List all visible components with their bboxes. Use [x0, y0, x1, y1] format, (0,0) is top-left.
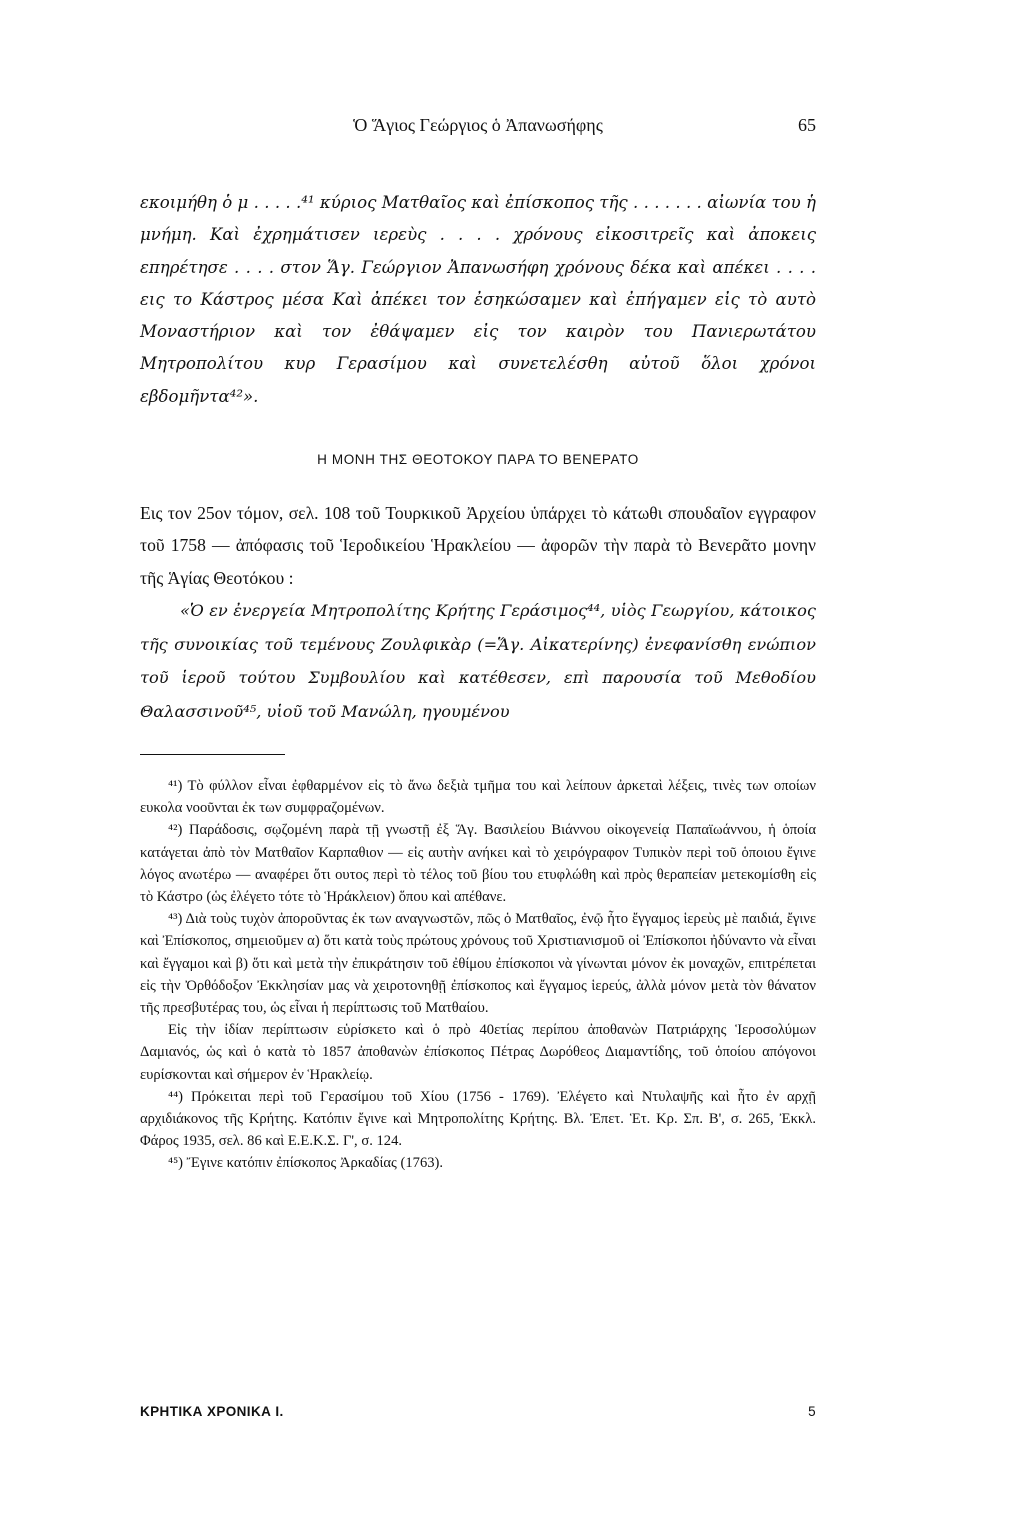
- footnote-rule: [140, 754, 285, 755]
- body-quote: [140, 594, 816, 728]
- running-header: [140, 115, 816, 149]
- footnote-44: ⁴⁴) Πρόκειται περὶ τοῦ Γερασίμου τοῦ Χίου (1756 - 1769). Ἐλέγετο καὶ Ντυλαψῆς καὶ ἦτο ἐν αρχῇ αρχιδιάκονος τῆς Κρήτης. Κατόπιν ἔγινε καὶ Μητροπολίτης Κρήτης. Βλ. Ἐπετ. Ἑτ. Κρ. Σπ. Β', σ. 265, Ἐκκλ. Φάρος 1935, σελ. 86 καὶ Ε.Ε.Κ.Σ. Γ', σ. 124.: [140, 1088, 816, 1150]
- page-footer: [140, 1404, 816, 1426]
- footnote-45: ⁴⁵) Ἔγινε κατόπιν ἐπίσκοπος Ἀρκαδίας (1763).: [168, 1155, 444, 1172]
- signature-number: 5: [808, 1404, 816, 1419]
- body-quote-text: «Ὁ εν ἐνεργεία Μητροπολίτης Κρήτης Γεράσιμος⁴⁴, υἱὸς Γεωργίου, κάτοικος τῆς συνοικίας τοῦ τεμένους Ζουλφικὰρ (=Ἅγ. Αἰκατερίνης) ἐνεφανίσθη ενώπιον τοῦ ἱεροῦ τούτου Συμβουλίου καὶ κατέθεσεν, επὶ παρουσία τοῦ Μεθοδίου Θαλασσινοῦ⁴⁵, υἱοῦ τοῦ Μανώλη, ηγουμένου: [140, 601, 816, 721]
- running-title: Ὁ Ἅγιος Γεώργιος ὁ Ἀπανωσήφης: [353, 115, 603, 135]
- journal-signature: ΚΡΗΤΙΚΑ ΧΡΟΝΙΚΑ Ι.: [140, 1404, 284, 1419]
- footnotes: [140, 775, 816, 1175]
- footnote-41: ⁴¹) Τὸ φύλλον εἶναι ἐφθαρμένον εἰς τὸ ἄνω δεξιὰ τμῆμα του καὶ λείπουν ἀρκεταὶ λέξεις, τινὲς των οποίων ευκολα νοοῦνται ἐκ των συμφραζομένων.: [140, 777, 816, 817]
- body-paragraph: Εις τον 25ον τόμον, σελ. 108 τοῦ Τουρκικοῦ Ἀρχείου ὑπάρχει τὸ κάτωθι σπουδαῖον εγγραφον τοῦ 1758 — ἀπόφασις τοῦ Ἱεροδικείου Ἡρακλείου — ἀφορῶν τὴν παρὰ τὸ Βενερᾶτο μονην τῆς Ἁγίας Θεοτόκου :: [140, 503, 816, 588]
- page-number: 65: [798, 115, 816, 135]
- page-content: [140, 115, 816, 1175]
- footnote-43: ⁴³) Διὰ τοὺς τυχὸν ἀπορoῦντας ἐκ των αναγνωστῶν, πῶς ὁ Ματθαῖος, ἐνῷ ἦτο ἔγγαμος ἱερεὺς μὲ παιδιά, ἔγινε καὶ Ἐπίσκοπος, σημειοῦμεν α) ὅτι κατὰ τοὺς πρώτους χρόνους τοῦ Χριστιανισμοῦ οἱ Ἐπίσκοποι ἠδύναντο νὰ εἶναι καὶ ἔγγαμοι καὶ β) ὅτι καὶ μετὰ τὴν ἐπικράτησιν τοῦ ἐθίμου ἐπίσκοποι νὰ γίνωνται μόνον ἐκ μοναχῶν, επιτρέπεται εἰς τὴν Ὀρθόδοξον Ἐκκλησίαν μας νὰ χειροτονηθῇ ἐπίσκοπος καὶ ἔγγαμος ἱερεύς, ἀλλὰ μόνον μετὰ τὸν θάνατον τῆς πρεσβυτέρας του, ὡς εἶναι ἡ περίπτωσις τοῦ Ματθαίου.: [140, 911, 816, 1016]
- section-heading: Η ΜΟΝΗ ΤΗΣ ΘΕΟΤΟΚΟΥ ΠΑΡΑ ΤΟ ΒΕΝΕΡΑΤΟ: [317, 452, 639, 468]
- footnote-43-continued: Εἰς τὴν ἰδίαν περίπτωσιν εὑρίσκετο καὶ ὁ πρὸ 40ετίας περίπου ἀποθανὼν Πατριάρχης Ἱεροσολύμων Δαμιανός, ὡς καὶ ὁ κατὰ τὸ 1857 ἀποθανὼν ἐπίσκοπος Πέτρας Δωρόθεος Διαμαντίδης, τοῦ ὁποίου απόγονοι ευρίσκονται καὶ σήμερον ἐν Ἡρακλείῳ.: [140, 1022, 816, 1083]
- quoted-paragraph: εκοιμήθη ὁ μ . . . . .⁴¹ κύριος Ματθαῖος καὶ ἐπίσκοπος τῆς . . . . . . . αἰωνία του ἡ μνήμη. Καὶ ἐχρημάτισεν ιερεὺς . . . . χρόνους εἰκοσιτρεῖς καὶ ἀποκεις επηρέτησε . . . . στον Ἅγ. Γεώργιον Ἀπανωσήφη χρόνους δέκα καὶ απέκει . . . . εις το Κάστρος μέσα Καὶ ἀπέκει τον ἐσηκώσαμεν καὶ ἐπήγαμεν εἰς τὸ αυτὸ Μοναστήριον καὶ τον ἐθάψαμεν εἰς τον καιρὸν του Πανιερωτάτου Μητροπολίτου κυρ Γερασίμου καὶ συνετελέσθη αὐτοῦ ὅλοι χρόνοι εβδομῆντα⁴²».: [140, 193, 816, 406]
- footnote-42: ⁴²) Παράδοσις, σῳζομένη παρὰ τῇ γνωστῇ ἐξ Ἅγ. Βασιλείου Βιάννου οἰκογενείᾳ Παπαϊωάννου, ἡ ὁποία κατάγεται ἀπὸ τὸν Ματθαῖον Καρπαθιον — εἰς αυτὴν ανήκει καὶ τὸ χειρόγραφον Τυπικὸν περὶ τοῦ ὁποιου ἔγινε λόγος ανωτέρω — αναφέρει ὅτι ουτος περὶ τὸ τέλος τοῦ βίου του ετυφλώθη καὶ πρὸς θεραπείαν μετεκομίσθη εἰς τὸ Κάστρο (ὡς ἐλέγετο τότε τὸ Ἡράκλειον) ὅπου καὶ απέθανε.: [140, 822, 816, 905]
